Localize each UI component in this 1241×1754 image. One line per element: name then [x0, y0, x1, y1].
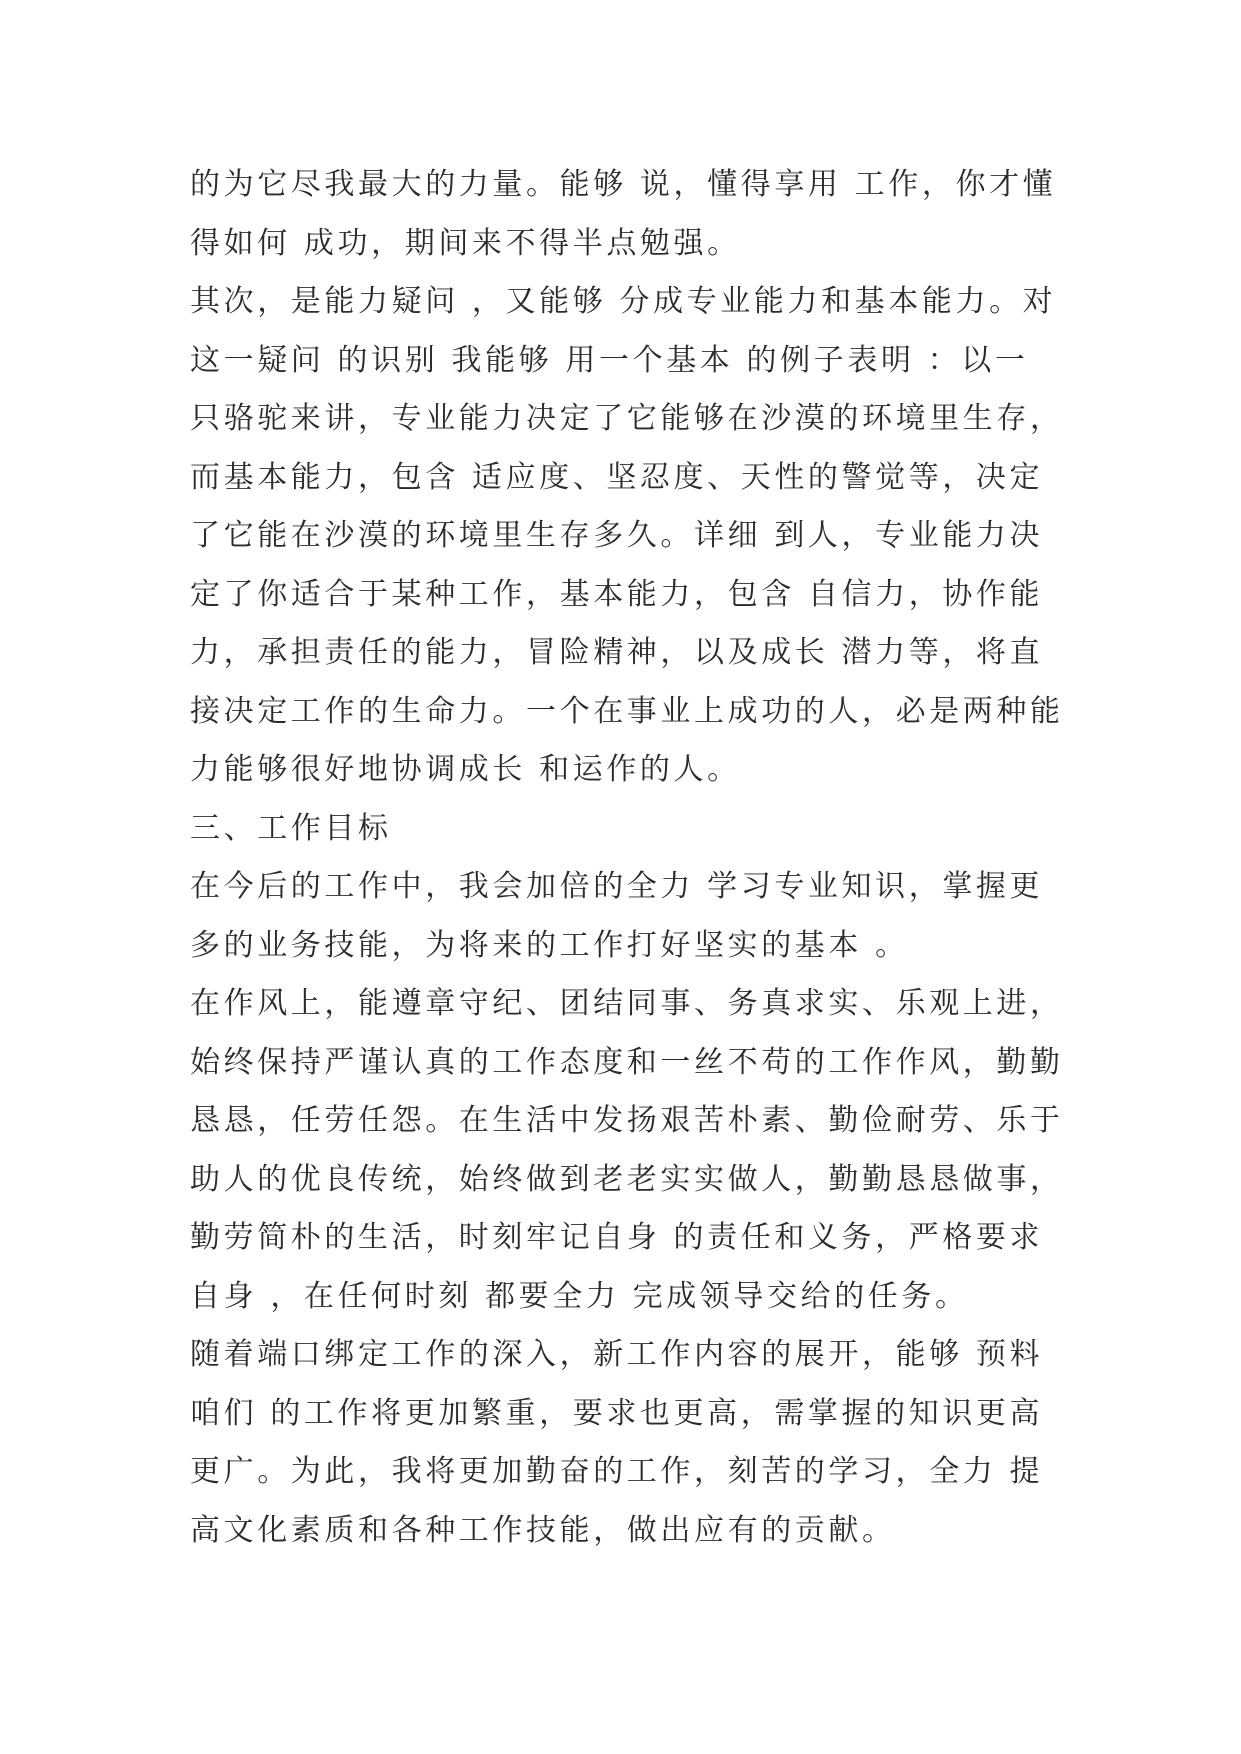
text-line: 在今后的工作中，我会加倍的全力 学习专业知识，掌握更: [190, 869, 1044, 904]
section-heading: 三、工作目标: [190, 810, 392, 846]
text-line: 定了你适合于某种工作，基本能力，包含 自信力，协作能: [190, 576, 1044, 612]
text-line: 多的业务技能，为将来的工作打好坚实的基本 。: [190, 927, 909, 963]
text-line: 得如何 成功，期间来不得半点勉强。: [190, 225, 741, 261]
text-line: 力，承担责任的能力，冒险精神，以及成长 潜力等，将直: [190, 635, 1044, 670]
text-line: 自身 ，在任何时刻 都要全力 完成领导交给的任务。: [190, 1278, 969, 1314]
text-line: 而基本能力，包含 适应度、坚忍度、天性的警觉等，决定: [190, 459, 1044, 495]
text-line: 的为它尽我最大的力量。能够 说，懂得享用 工作，你才懂: [190, 167, 1057, 202]
document-body: [190, 156, 1070, 1560]
text-line: 助人的优良传统，始终做到老老实实做人，勤勤恳恳做事，: [190, 1161, 1064, 1197]
text-line: 勤劳简朴的生活，时刻牢记自身 的责任和义务，严格要求: [190, 1220, 1044, 1255]
text-line: 高文化素质和各种工作技能，做出应有的贡献。: [190, 1512, 896, 1548]
text-line: 恳恳，任劳任怨。在生活中发扬艰苦朴素、勤俭耐劳、乐于: [190, 1103, 1064, 1138]
text-line: 更广。为此，我将更加勤奋的工作，刻苦的学习，全力 提: [190, 1454, 1044, 1489]
text-line: 始终保持严谨认真的工作态度和一丝不苟的工作作风，勤勤: [190, 1044, 1064, 1080]
text-line: 这一疑问 的识别 我能够 用一个基本 的例子表明 ：以一: [190, 342, 1029, 378]
text-line: 其次，是能力疑问 ，又能够 分成专业能力和基本能力。对: [190, 284, 1057, 319]
text-line: 咱们 的工作将更加繁重，要求也更高，需掌握的知识更高: [190, 1395, 1044, 1431]
text-line: 随着端口绑定工作的深入，新工作内容的展开，能够 预料: [190, 1337, 1044, 1372]
text-line: 在作风上，能遵章守纪、团结同事、务真求实、乐观上进，: [190, 986, 1064, 1021]
text-line: 只骆驼来讲，专业能力决定了它能够在沙漠的环境里生存，: [190, 401, 1064, 436]
text-line: 接决定工作的生命力。一个在事业上成功的人，必是两种能: [190, 693, 1064, 729]
text-line: 力能够很好地协调成长 和运作的人。: [190, 752, 741, 787]
text-line: 了它能在沙漠的环境里生存多久。详细 到人，专业能力决: [190, 518, 1044, 553]
